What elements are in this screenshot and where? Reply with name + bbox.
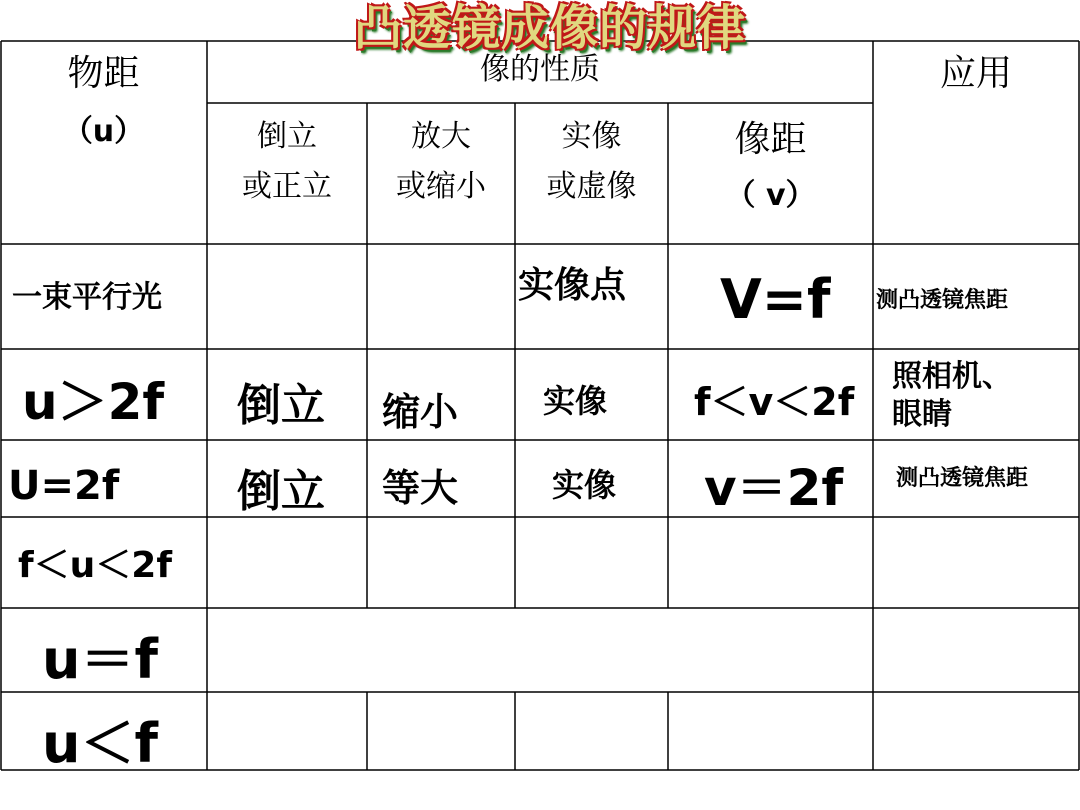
row3-u: U=2f — [8, 463, 120, 509]
row3-orientation: 倒立 — [237, 466, 325, 517]
header-orientation-line2: 或正立 — [242, 169, 332, 204]
row2-application-line1: 照相机、 — [892, 359, 1012, 394]
header-image-properties: 像的性质 — [480, 52, 600, 87]
page-title: 凸透镜成像的规律 — [353, 0, 746, 56]
row2-application-line2: 眼睛 — [892, 397, 952, 432]
header-image-distance-symbol: （ v） — [725, 178, 816, 213]
row3-v: v＝2f — [704, 459, 844, 517]
row5-u: u＝f — [42, 628, 158, 691]
row1-u: 一束平行光 — [12, 280, 162, 315]
header-nature — [515, 112, 668, 212]
row2-orientation: 倒立 — [237, 380, 325, 431]
header-nature-line1: 实像 — [561, 119, 622, 154]
header-object-distance: 物距 — [67, 53, 140, 94]
row3-nature: 实像 — [552, 466, 617, 504]
header-application: 应用 — [939, 53, 1012, 94]
row2-application — [892, 358, 1012, 434]
row3-application: 测凸透镜焦距 — [896, 466, 1029, 491]
header-image-distance-label: 像距 — [734, 119, 807, 160]
row2-v: f＜v＜2f — [694, 380, 855, 424]
row2-nature: 实像 — [543, 382, 608, 420]
header-size — [367, 112, 515, 212]
row2-size: 缩小 — [382, 390, 459, 434]
header-size-line2: 或缩小 — [396, 169, 486, 204]
row4-u: f＜u＜2f — [18, 545, 173, 586]
header-orientation — [207, 112, 367, 212]
header-image-distance — [668, 112, 873, 224]
row1-application: 测凸透镜焦距 — [876, 288, 1009, 313]
header-size-line1: 放大 — [411, 119, 471, 154]
row3-size: 等大 — [382, 466, 459, 510]
header-object-distance-symbol: （u） — [62, 114, 145, 149]
row1-nature: 实像点 — [518, 265, 627, 306]
row1-v: V=f — [720, 268, 831, 331]
header-orientation-line1: 倒立 — [257, 119, 317, 154]
row2-u: u＞2f — [22, 373, 165, 431]
row6-u: u＜f — [42, 712, 158, 775]
header-nature-line2: 或虚像 — [546, 169, 637, 204]
